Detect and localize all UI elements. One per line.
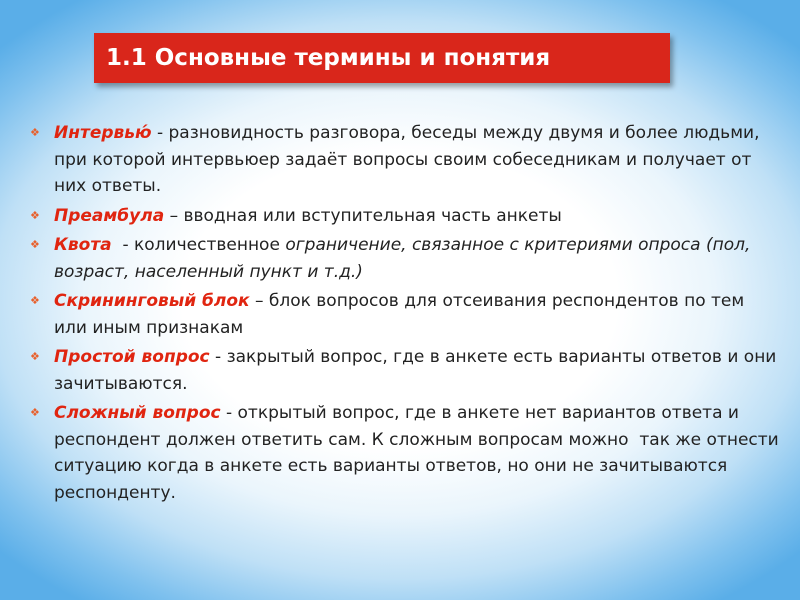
term: Сложный вопрос bbox=[54, 403, 221, 423]
term: Интервью́ bbox=[54, 123, 152, 143]
definition-text: – вводная или вступительная часть анкеты bbox=[164, 205, 562, 226]
definition-text: – блок вопросов для отсеивания респондентов по тем или иным признакам bbox=[54, 291, 745, 338]
definitions-list bbox=[30, 120, 785, 509]
definition-item-quota bbox=[30, 232, 782, 285]
definition-text: - открытый вопрос, где в анкете нет вариантов ответа и респондент должен ответить сам. К сложным вопросам можно так же отнести ситуацию когда в анкете есть варианты ответов, но они не зачитываются респонденту. bbox=[54, 403, 785, 503]
definition-item-complex-question bbox=[30, 400, 785, 506]
definition-text: - закрытый вопрос, где в анкете есть варианты ответов и они зачитываются. bbox=[54, 347, 777, 394]
definition-text-italic: ограничение, связанное с критериями опроса (пол, возраст, населенный пункт и т.д.) bbox=[54, 235, 751, 282]
definition-item-screening-block bbox=[30, 288, 782, 341]
term: Скрининговый блок bbox=[54, 291, 250, 311]
definition-item-interview bbox=[30, 120, 782, 200]
definition-text: - разновидность разговора, беседы между двумя и более людьми, при которой интервьюер задаёт вопросы своим собеседникам и получает от них ответы. bbox=[54, 123, 760, 196]
title-banner bbox=[94, 33, 670, 83]
bullet-icon: ❖ bbox=[30, 238, 40, 251]
definition-item-preamble bbox=[30, 203, 782, 230]
term: Простой вопрос bbox=[54, 347, 210, 367]
definition-text: - количественное bbox=[111, 235, 286, 255]
page-title: 1.1 Основные термины и понятия bbox=[106, 45, 551, 71]
term: Квота bbox=[54, 235, 112, 255]
definition-item-simple-question bbox=[30, 344, 782, 397]
term: Преамбула bbox=[54, 205, 165, 226]
bullet-icon: ❖ bbox=[30, 208, 40, 222]
bullet-icon: ❖ bbox=[30, 350, 40, 363]
bullet-icon: ❖ bbox=[30, 294, 40, 307]
bullet-icon: ❖ bbox=[30, 406, 40, 419]
bullet-icon: ❖ bbox=[30, 126, 40, 139]
